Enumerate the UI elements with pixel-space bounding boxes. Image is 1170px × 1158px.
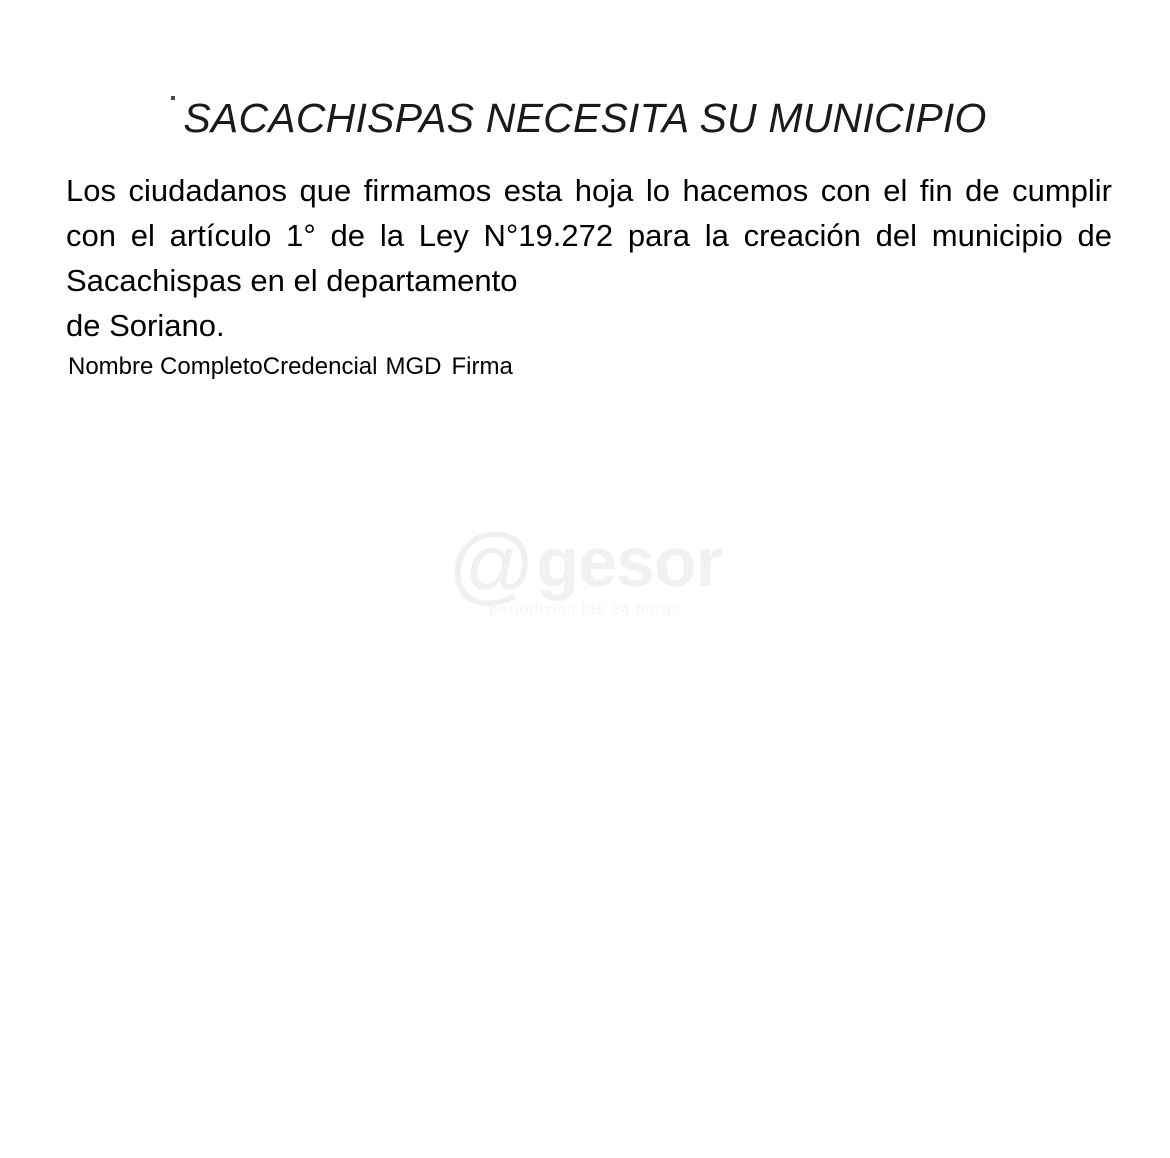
- paragraph-last-line: de Soriano.: [66, 308, 225, 343]
- column-header-mgd: MGD: [385, 353, 442, 380]
- at-symbol-icon: @: [448, 517, 535, 613]
- document-body-paragraph: [66, 168, 1112, 348]
- page-title: SACACHISPAS NECESITA SU MUNICIPIO: [183, 95, 987, 142]
- column-header-nombre-completo: Nombre Completo: [68, 353, 263, 380]
- signature-table-headers: [68, 352, 513, 382]
- paragraph-text: Los ciudadanos que firmamos esta hoja lo hacemos con el fin de cumplir con el artículo 1° de la Ley N°19.272 para la creación del municipio de Sacachispas en el departamento: [66, 173, 1112, 298]
- column-header-firma: Firma: [451, 353, 513, 380]
- watermark: [0, 517, 1170, 618]
- watermark-brand-text: gesor: [536, 523, 722, 601]
- column-header-credencial: Credencial: [262, 353, 378, 380]
- watermark-tagline: periodismo las 24 horas: [489, 601, 681, 618]
